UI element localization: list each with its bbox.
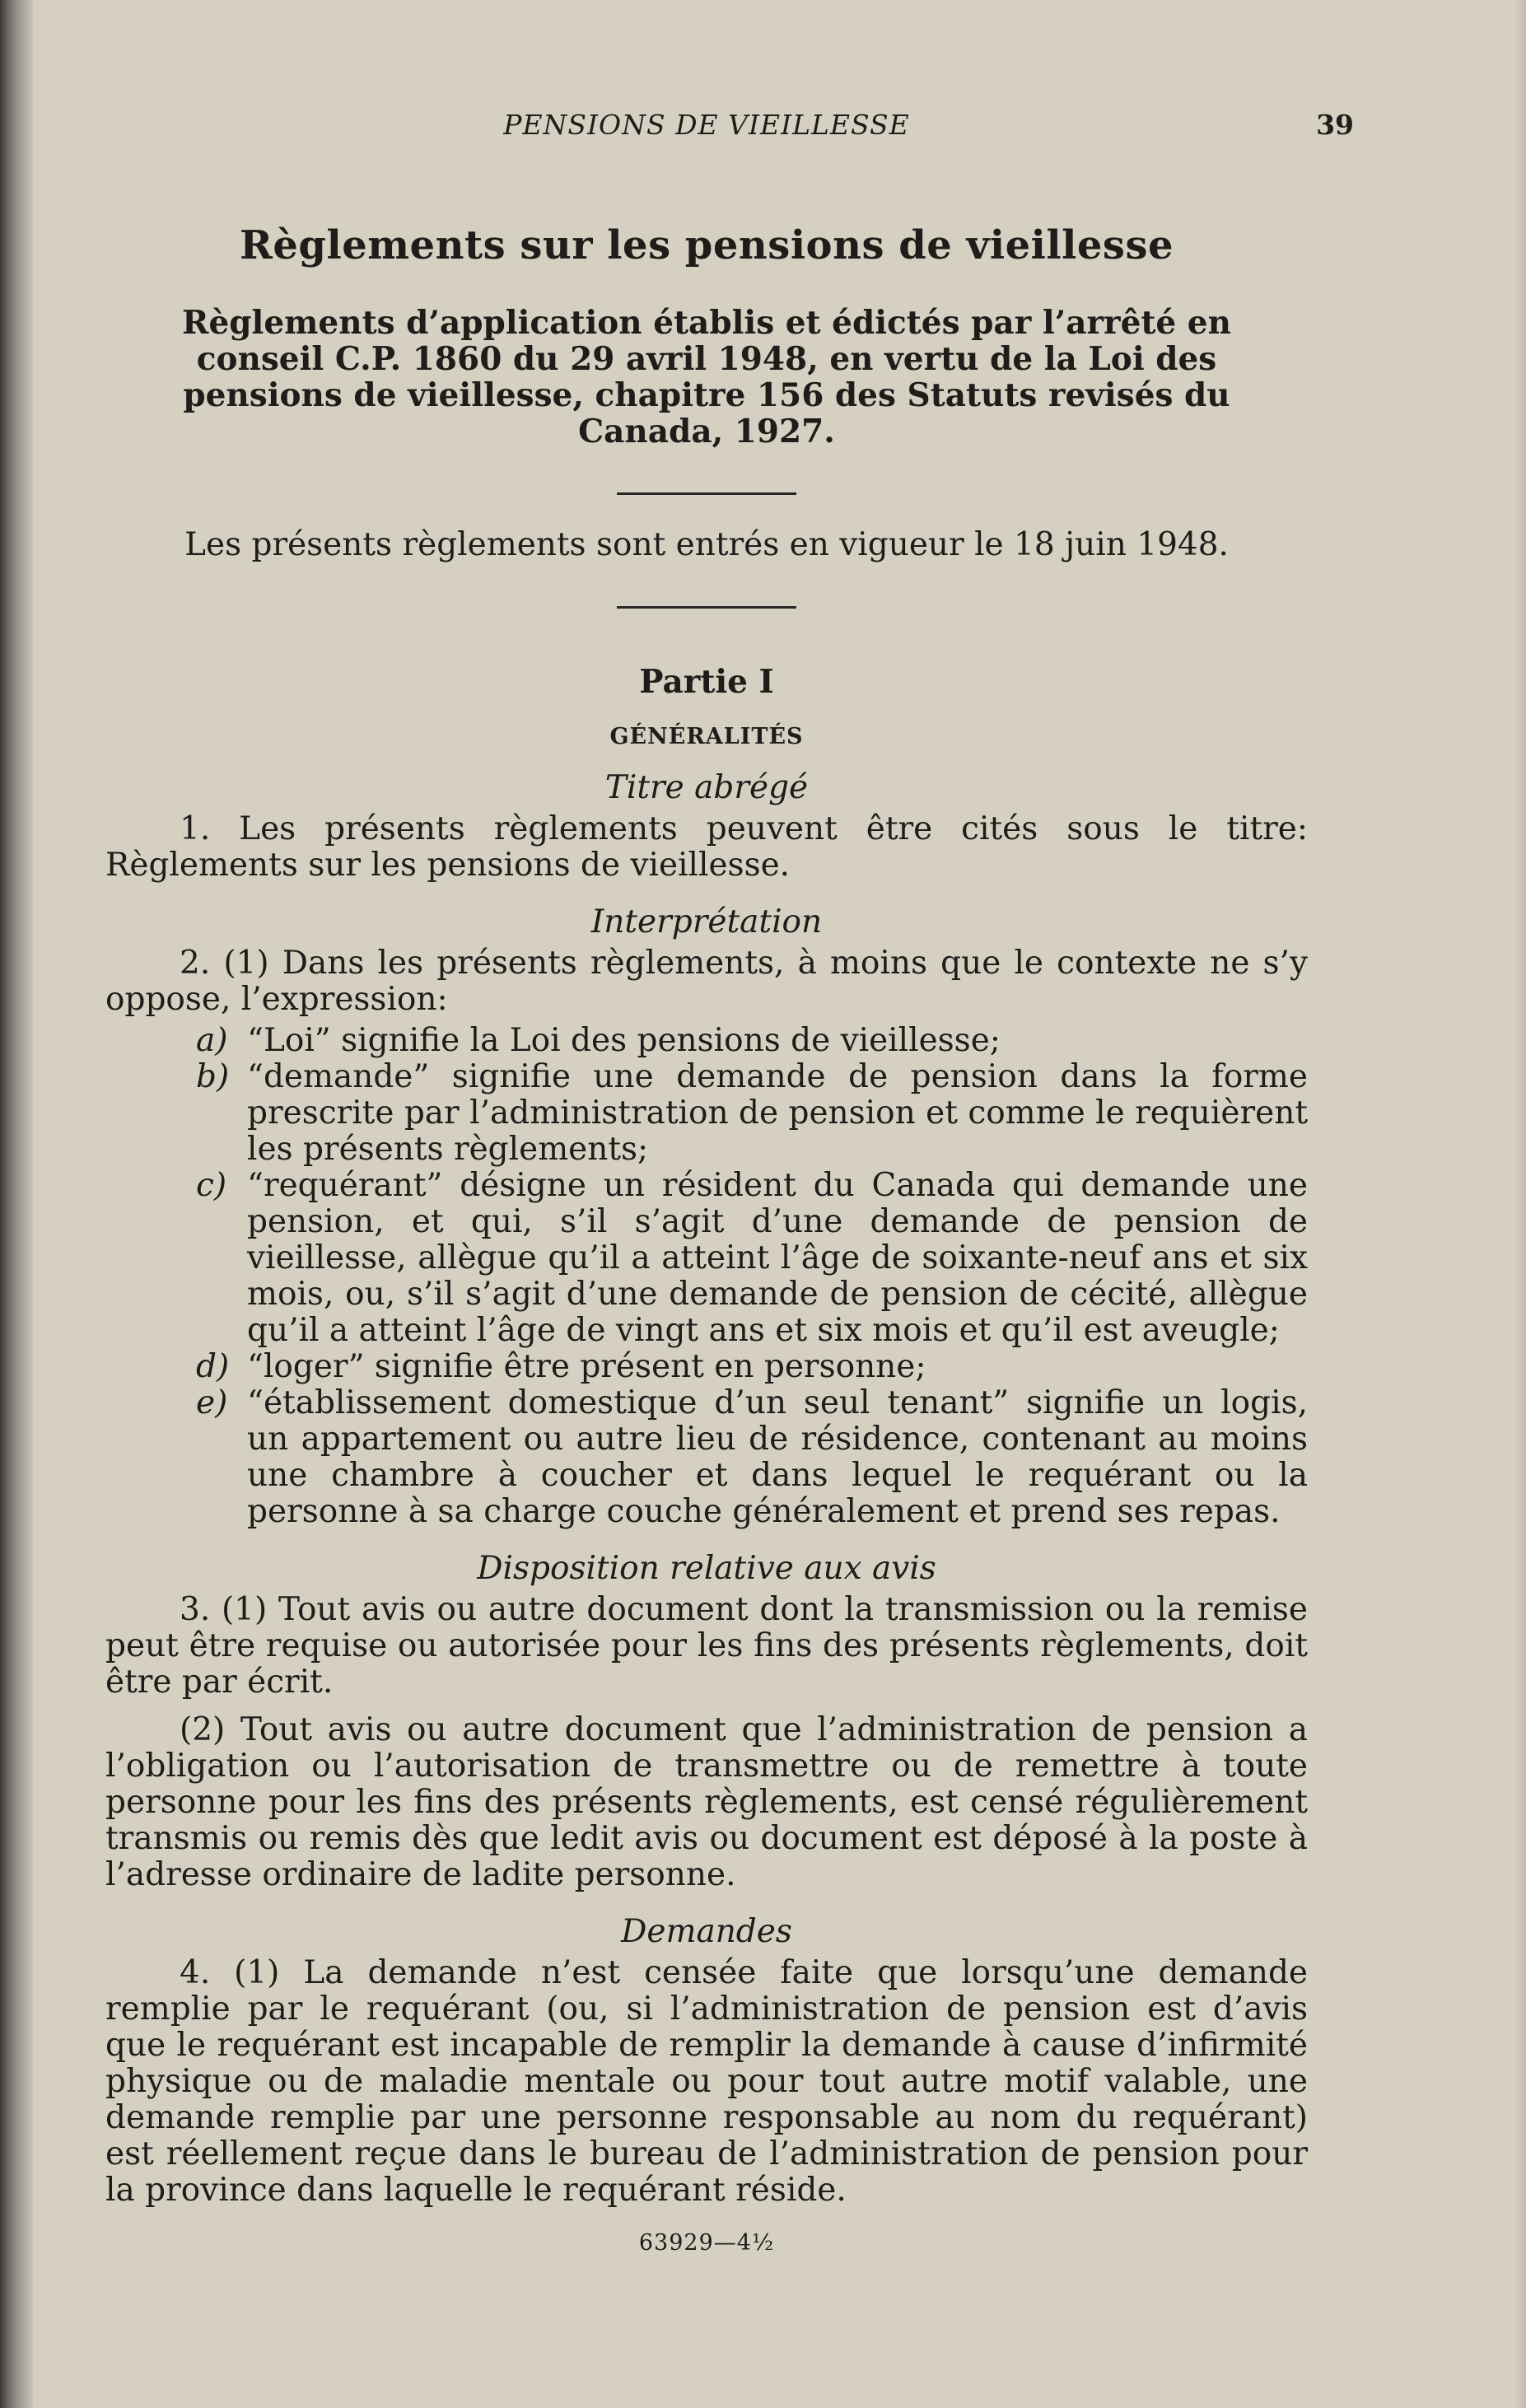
print-signature: 63929—4½	[638, 2230, 775, 2256]
paragraph-2-intro: 2. (1) Dans les présents règlements, à moins que le contexte ne s’y oppose, l’expression:	[105, 945, 1308, 1018]
item-text: “établissement domestique d’un seul tenant” signifie un logis, un appartement ou autre lieu de résidence, contenant au moins une chambre à coucher et dans lequel le requérant ou la personne à sa charge couche généralement et prend ses repas.	[247, 1384, 1308, 1530]
paragraph-4-1: 4. (1) La demande n’est censée faite que lorsqu’une demande remplie par le requérant (ou, si l’administration de pension est d’avis que le requérant est incapable de remplir la demande à cause d’infirmité physique ou de maladie mentale ou pour tout autre motif valable, une demande remplie par une personne responsable au nom du requérant) est réellement reçue dans le bureau de l’administration de pension pour la province dans laquelle le requérant réside.	[105, 1954, 1308, 2209]
item-label: c)	[196, 1167, 227, 1204]
item-label: e)	[196, 1384, 228, 1421]
item-label: d)	[196, 1348, 230, 1385]
book-spine-shadow	[0, 0, 33, 2408]
divider-rule	[617, 606, 796, 609]
definition-item	[105, 1023, 1308, 1059]
document-title: Règlements sur les pensions de vieillesse	[239, 222, 1174, 268]
page-edge	[1514, 0, 1526, 2408]
paragraph-1: 1. Les présents règlements peuvent être cités sous le titre: Règlements sur les pensions de vieillesse.	[105, 810, 1308, 884]
page-number: 39	[1316, 109, 1354, 141]
running-title: PENSIONS DE VIEILLESSE	[503, 109, 910, 141]
paragraph-3-2: (2) Tout avis ou autre document que l’administration de pension a l’obligation ou l’autorisation de transmettre ou de remettre à toute personne pour les fins des présents règlements, est censé régulièrement transmis ou remis dès que ledit avis ou document est déposé à la poste à l’adresse ordinaire de ladite personne.	[105, 1711, 1308, 1893]
part-title: Partie I	[639, 663, 774, 701]
item-label: a)	[196, 1022, 228, 1059]
document-page	[105, 91, 1354, 2256]
section-heading-demandes: Demandes	[621, 1913, 792, 1950]
part-section-heading: GÉNÉRALITÉS	[609, 724, 804, 749]
item-text: “loger” signifie être présent en personne;	[247, 1348, 926, 1385]
section-heading-interpretation: Interprétation	[590, 903, 823, 940]
item-text: “Loi” signifie la Loi des pensions de vieillesse;	[247, 1022, 1001, 1059]
section-heading-titre-abrege: Titre abrégé	[604, 769, 809, 806]
in-force-statement: Les présents règlements sont entrés en vigueur le 18 juin 1948.	[184, 526, 1229, 563]
item-label: b)	[196, 1058, 230, 1095]
divider-rule	[617, 492, 796, 495]
running-header	[105, 91, 1354, 141]
item-text: “demande” signifie une demande de pension dans la forme prescrite par l’administration de pension et comme le requièrent les présents règlements;	[247, 1058, 1308, 1168]
definition-item	[105, 1385, 1308, 1530]
document-subtitle: Règlements d’application établis et édictés par l’arrêté en conseil C.P. 1860 du 29 avril 1948, en vertu de la Loi des pensions de vieillesse, chapitre 156 des Statuts revisés du Canada, 1927.	[182, 304, 1231, 450]
section-heading-avis: Disposition relative aux avis	[477, 1550, 936, 1587]
item-text: “requérant” désigne un résident du Canada qui demande une pension, et qui, s’il s’agit d’une demande de pension de vieillesse, allègue qu’il a atteint l’âge de soixante-neuf ans et six mois, ou, s’il s’agit d’une demande de pension de cécité, allègue qu’il a atteint l’âge de vingt ans et six mois et qu’il est aveugle;	[247, 1167, 1308, 1349]
definition-item	[105, 1349, 1308, 1385]
paragraph-3-1: 3. (1) Tout avis ou autre document dont la transmission ou la remise peut être requise ou autorisée pour les fins des présents règlements, doit être par écrit.	[105, 1591, 1308, 1701]
definition-item	[105, 1168, 1308, 1349]
definition-item	[105, 1059, 1308, 1168]
